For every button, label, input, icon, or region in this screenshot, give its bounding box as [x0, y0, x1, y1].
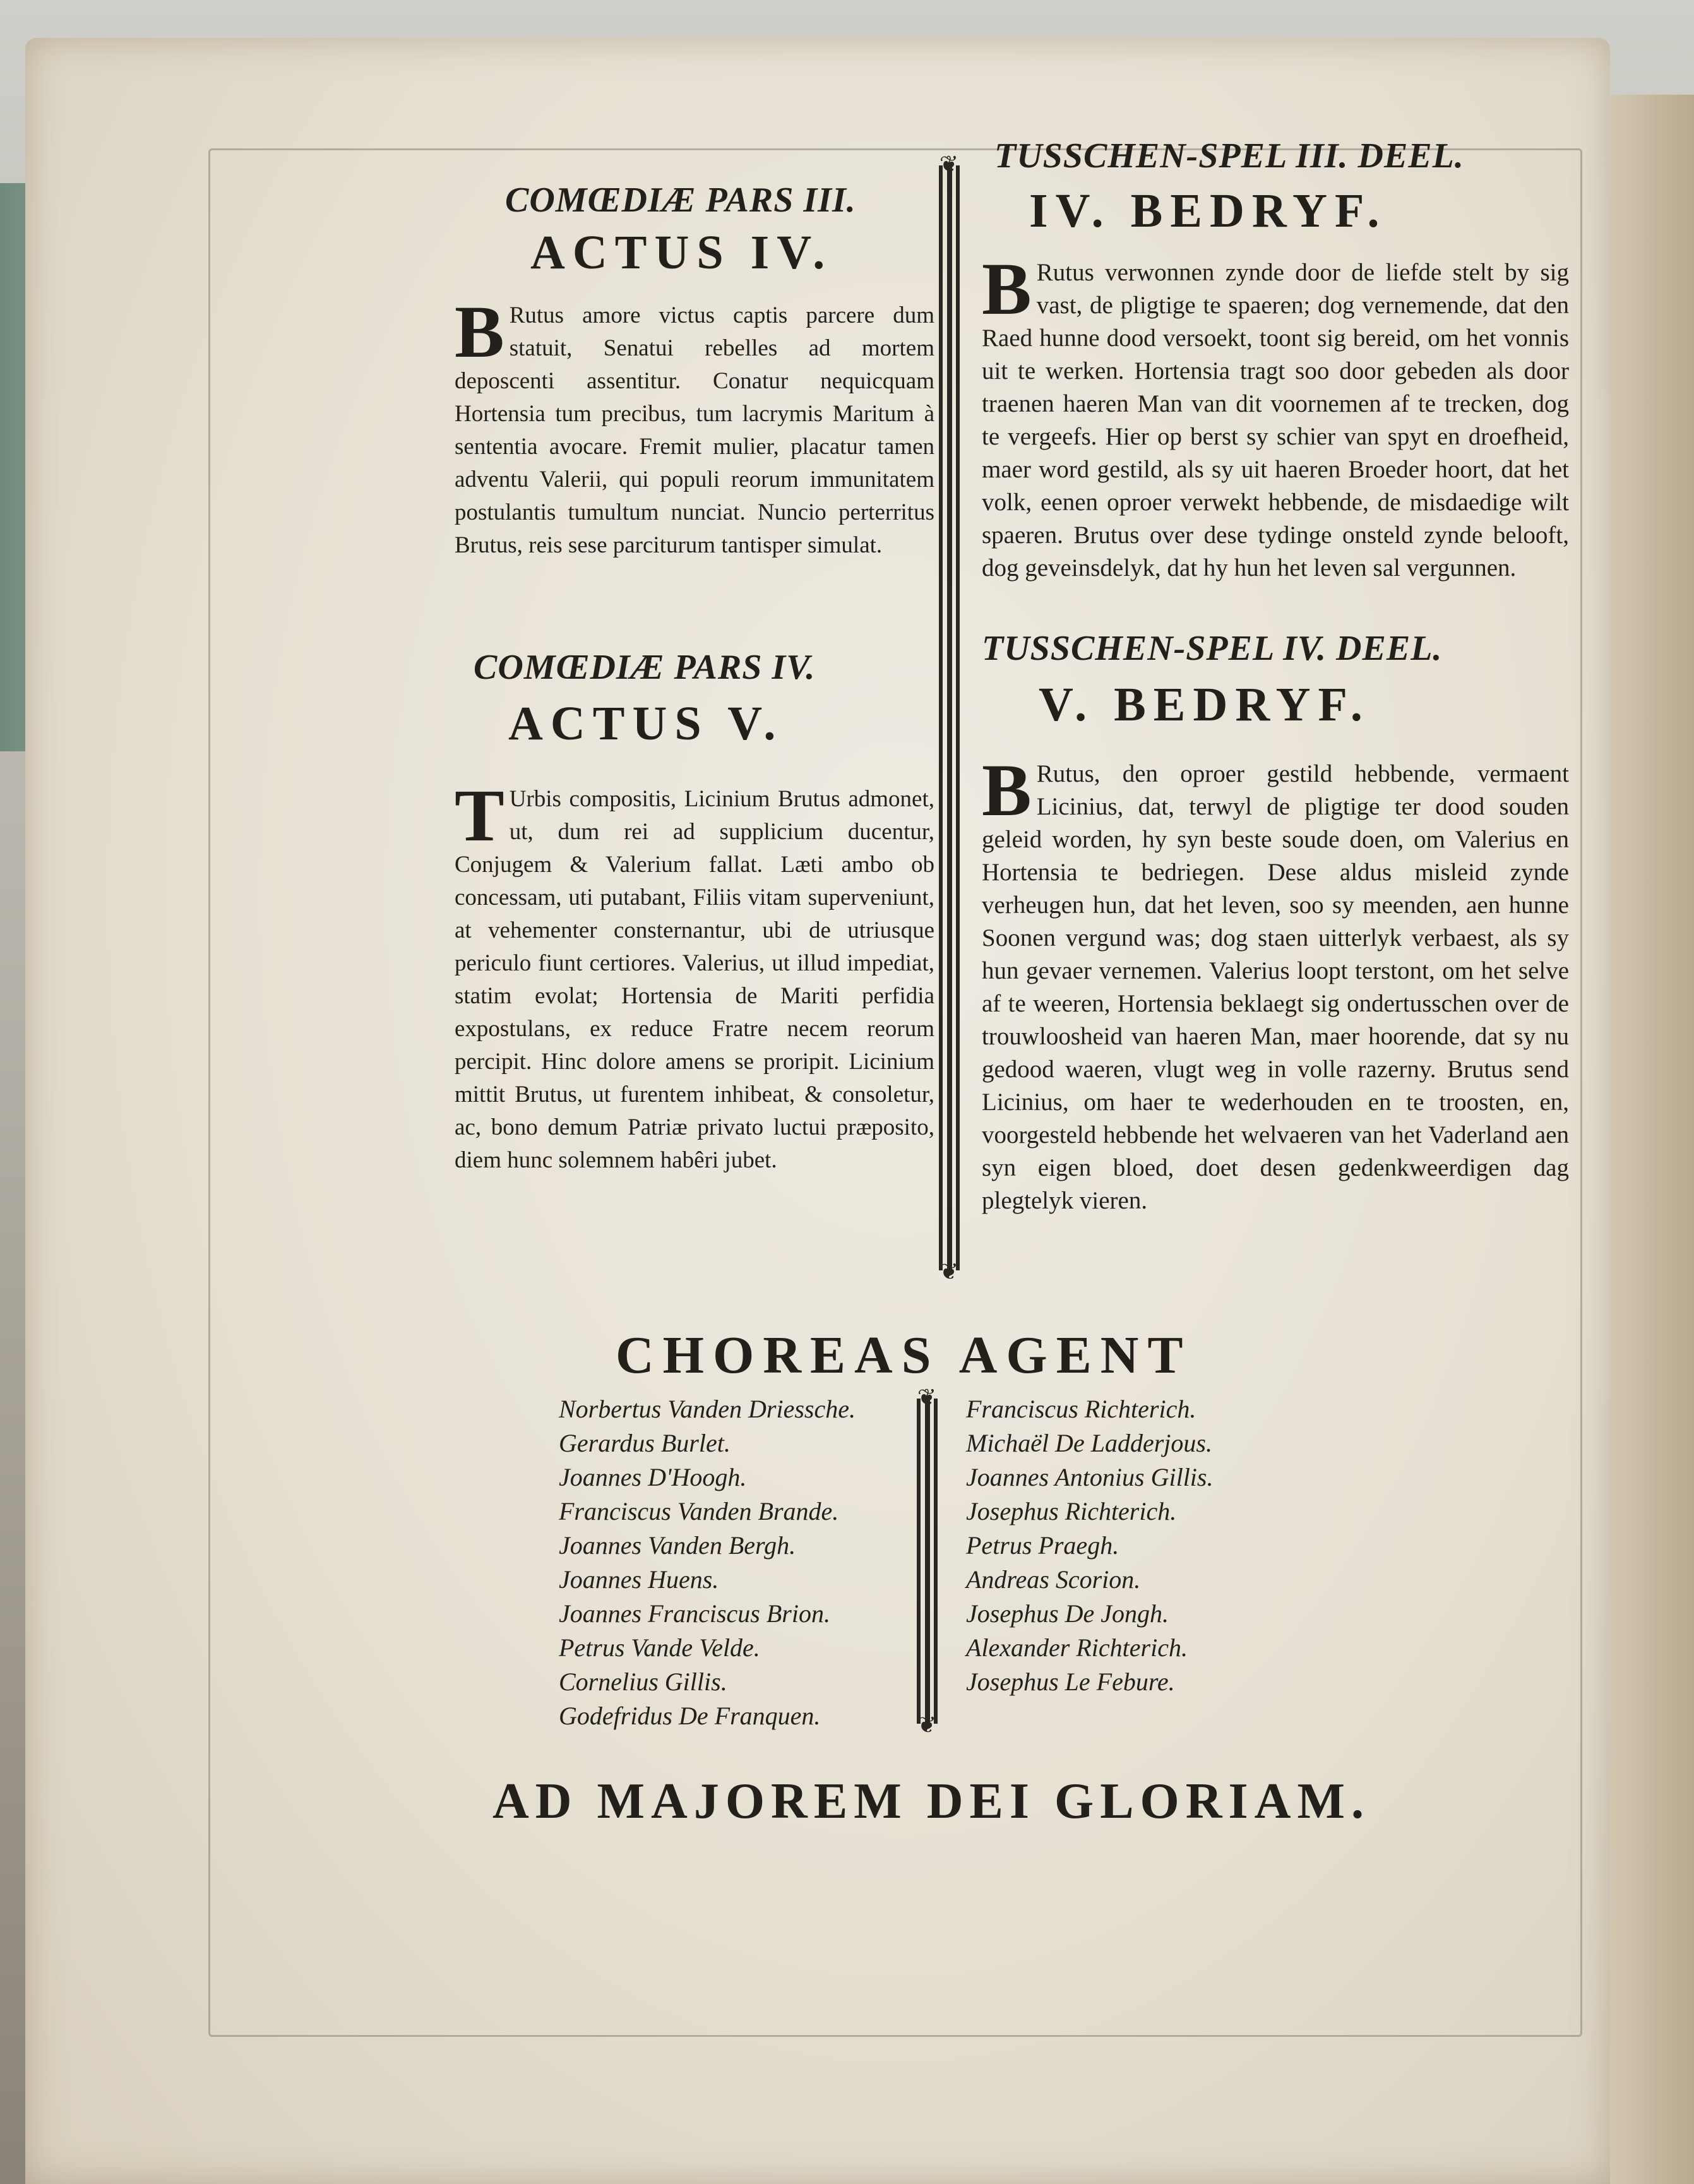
- cast-member: Alexander Richterich.: [966, 1633, 1188, 1662]
- ornament-icon: ❦: [939, 1259, 959, 1284]
- cast-member: Norbertus Vanden Driessche.: [559, 1395, 856, 1423]
- cast-member: Joannes Antonius Gillis.: [966, 1463, 1214, 1491]
- cast-member: Gerardus Burlet.: [559, 1429, 731, 1457]
- ornament-icon: ❦: [917, 1385, 937, 1410]
- closing-motto: AD MAJOREM DEI GLORIAM.: [492, 1774, 1370, 1829]
- ornament-icon: ❦: [939, 152, 959, 177]
- cast-member: Franciscus Richterich.: [966, 1395, 1196, 1423]
- cast-member: Franciscus Vanden Brande.: [559, 1497, 839, 1525]
- latin-section-act-v: [455, 647, 934, 1177]
- cast-member: Petrus Vande Velde.: [559, 1633, 760, 1662]
- cast-member: Godefridus De Franquen.: [559, 1702, 821, 1730]
- column-divider-top: [936, 152, 962, 1284]
- cast-member: Josephus De Jongh.: [966, 1599, 1169, 1628]
- act-heading: V. BEDRYF.: [1039, 678, 1370, 731]
- act-heading: ACTUS IV.: [530, 226, 833, 279]
- cast-list-right: [966, 1392, 1213, 1699]
- cast-member: Joannes Franciscus Brion.: [559, 1599, 830, 1628]
- synopsis-paragraph: B Rutus, den oproer gestild hebbende, vermaent Licinius, dat, terwyl de pligtige ter dood souden geleid worden, hy syn beste soude doen, om Valerius en Hortensia te bedriegen. Dese aldus misleid zynde verheugen hun, dat het leven, soo sy meenden, aen hunne Soonen vergund was; dog staen uitterlyk verbaest, als sy hun gevaer vernemen. Valerius loopt terstont, om het selve af te weeren, Hortensia beklaegt sig ondertusschen over de trouwloosheid van haeren Man, maer hoorende, dat sy nu gedood waeren, vlugt weg in volle razerny. Brutus send Licinius, om haer te wederhouden en te troosten, en, voorgesteld hebbende het welvaeren van het Vaderland aen syn eigen bloed, doet desen gedenkweerdigen dag plegtelyk vieren.: [982, 749, 1569, 1214]
- synopsis-paragraph: B Rutus verwonnen zynde door de liefde stelt by sig vast, de pligtige te spaeren; dog vernemende, dat den Raed hunne dood versoekt, toont sig bereid, om het vonnis uit te werken. Hortensia tragt soo door gebeden als door traenen haeren Man van dit voornemen af te trecken, dog te vergeefs. Hier op berst sy schier van spyt en droefheid, maer word gestild, als sy uit haeren Broeder hoort, dat het volk, eenen oproer verwekt hebbende, de misdaedige wilt spaeren. Brutus over dese tydinge onsteld zynde belooft, dog geveinsdelyk, dat hy hun het leven sal vergunnen.: [982, 248, 1569, 582]
- synopsis-paragraph: T Urbis compositis, Licinium Brutus admonet, ut, dum rei ad supplicium ducentur, Conjugem & Valerium fallat. Læti ambo ob concessam, uti putabant, Filiis vitam superveniunt, at vehementer consternantur, ubi de utriusque periculo fiunt certiores. Valerius, ut illud impediat, statim evolat; Hortensia de Mariti perfidia expostulans, ex reduce Fratre necem reorum percipit. Hinc dolore amens se proripit. Licinium mittit Brutus, ut furentem inhibeat, & consoletur, ac, bono demum Patriæ privato luctui præposito, diem hunc solemnem habêri jubet.: [455, 774, 934, 1173]
- drop-cap: B: [982, 749, 1032, 832]
- synopsis-paragraph: B Rutus amore victus captis parcere dum statuit, Senatui rebelles ad mortem deposcenti assentitur. Conatur nequicquam Hortensia tum precibus, tum lacrymis Maritum à sententia avocare. Fremit mulier, placatur tamen adventu Valerii, qui populi reorum immunitatem postulantis tumultum nunciat. Nuncio perterritus Brutus, reis sese parciturum tantisper simulat.: [455, 290, 934, 558]
- dutch-section-bedryf-v: [982, 628, 1569, 1217]
- cast-member: Josephus Le Febure.: [966, 1668, 1175, 1696]
- column-divider-cast: [914, 1385, 939, 1738]
- cast-member: Michaël De Ladderjous.: [966, 1429, 1212, 1457]
- cast-member: Joannes D'Hoogh.: [559, 1463, 747, 1491]
- cast-member: Joannes Vanden Bergh.: [559, 1531, 796, 1560]
- running-head: TUSSCHEN-SPEL III. DEEL.: [994, 136, 1464, 176]
- cast-member: Cornelius Gillis.: [559, 1668, 727, 1696]
- cast-member: Josephus Richterich.: [966, 1497, 1177, 1525]
- running-head: TUSSCHEN-SPEL IV. DEEL.: [982, 629, 1443, 668]
- act-heading: IV. BEDRYF.: [1029, 184, 1387, 237]
- cast-list-left: [559, 1392, 856, 1733]
- drop-cap: B: [455, 290, 504, 373]
- act-heading: ACTUS V.: [508, 697, 784, 750]
- running-head: COMŒDIÆ PARS III.: [505, 181, 856, 220]
- drop-cap: T: [455, 774, 504, 857]
- cast-member: Andreas Scorion.: [966, 1565, 1141, 1594]
- ornament-icon: ❦: [917, 1712, 937, 1738]
- cast-member: Joannes Huens.: [559, 1565, 719, 1594]
- running-head: COMŒDIÆ PARS IV.: [474, 648, 816, 687]
- cast-member: Petrus Praegh.: [966, 1531, 1119, 1560]
- dutch-section-bedryf-iv: [982, 136, 1569, 585]
- cast-heading: CHOREAS AGENT: [616, 1326, 1192, 1385]
- drop-cap: B: [982, 248, 1032, 330]
- latin-section-act-iv: [455, 180, 934, 562]
